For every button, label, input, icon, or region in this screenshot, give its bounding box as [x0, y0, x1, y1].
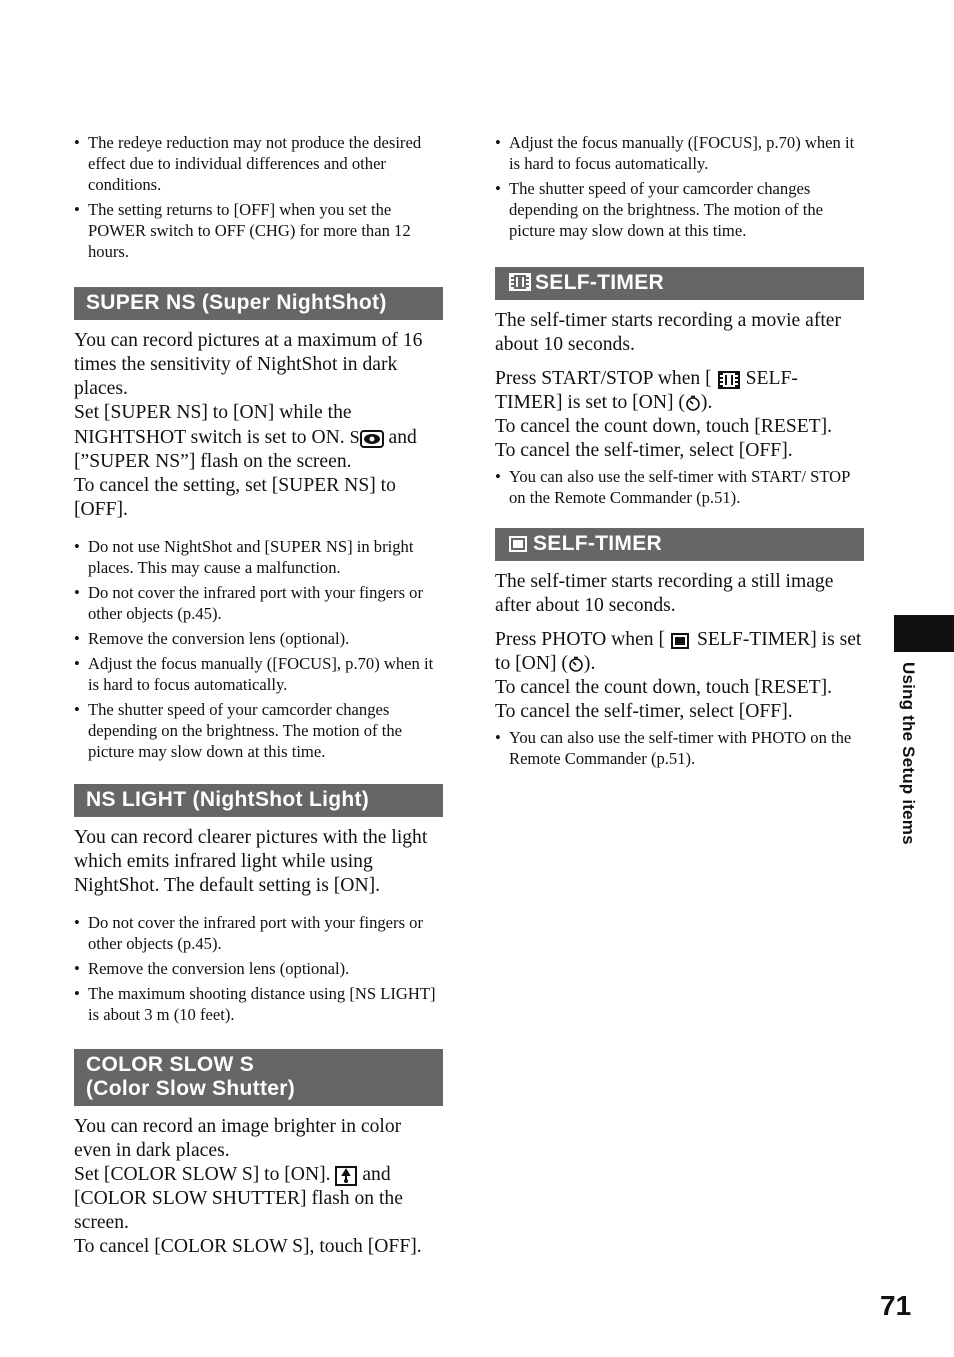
list-item: • You can also use the self-timer with PHOTO on the Remote Commander (p.51).: [495, 727, 864, 769]
paragraph: To cancel the count down, touch [RESET].: [495, 416, 833, 437]
movie-self-timer-heading: [495, 267, 864, 300]
color-slow-body: [74, 1115, 443, 1259]
super-ns-heading: [74, 287, 443, 320]
list-item: • Adjust the focus manually ([FOCUS], p.70) when it is hard to focus automatically.: [74, 653, 443, 695]
paragraph: To cancel the self-timer, select [OFF].: [495, 440, 793, 461]
heading-text: SELF-TIMER: [533, 532, 662, 555]
list-item: • Remove the conversion lens (optional).: [74, 628, 443, 649]
film-icon: [509, 273, 531, 291]
paragraph: You can record pictures at a maximum of 16 times the sensitivity of NightShot in dark places.: [74, 330, 423, 399]
heading-text: NS LIGHT (NightShot Light): [86, 788, 370, 811]
paragraph: You can record an image brighter in color even in dark places.: [74, 1116, 402, 1161]
paragraph: To cancel [COLOR SLOW S], touch [OFF].: [74, 1236, 422, 1257]
icon-letter: S: [349, 427, 360, 447]
paragraph: [495, 628, 864, 676]
heading-text: (Color Slow Shutter): [86, 1077, 295, 1100]
paragraph: [495, 367, 864, 415]
side-label: [898, 662, 922, 862]
ns-light-body: [74, 826, 443, 898]
list-item: • The shutter speed of your camcorder changes depending on the brightness. The motion of the picture may slow down at this time.: [74, 699, 443, 762]
movie-self-timer-bullets: [495, 466, 864, 508]
heading-text: COLOR SLOW S: [86, 1053, 255, 1076]
super-ns-body: [74, 329, 443, 522]
list-item: • Do not cover the infrared port with your fingers or other objects (p.45).: [74, 912, 443, 954]
text: Press PHOTO when [: [495, 629, 665, 650]
paragraph: You can record clearer pictures with the light which emits infrared light while using NightShot. The default setting is [ON].: [74, 827, 428, 896]
text: Press START/STOP when [: [495, 368, 712, 389]
intro-bullet-list: [74, 132, 443, 262]
list-item: • The setting returns to [OFF] when you set the POWER switch to OFF (CHG) for more than 12 hours.: [74, 199, 443, 262]
paragraph: To cancel the count down, touch [RESET].: [495, 677, 833, 698]
still-self-timer-bullets: [495, 727, 864, 769]
paragraph: [74, 1163, 443, 1235]
page-number: 71: [880, 1290, 912, 1321]
text: SELF-TIMER] is set to [ON] (: [495, 629, 862, 674]
still-self-timer-heading: [495, 528, 864, 561]
still-camera-icon: [509, 536, 527, 552]
text: and [”SUPER NS”] flash on the screen.: [74, 427, 417, 472]
text: SELF-TIMER] is set to [ON] (: [495, 368, 798, 413]
text: ).: [700, 392, 713, 413]
list-item: • Do not cover the infrared port with your fingers or other objects (p.45).: [74, 582, 443, 624]
list-item: • The maximum shooting distance using [NS LIGHT] is about 3 m (10 feet).: [74, 983, 443, 1025]
text: Set [COLOR SLOW S] to [ON].: [74, 1164, 331, 1185]
list-item: • The shutter speed of your camcorder changes depending on the brightness. The motion of the picture may slow down at this time.: [495, 178, 864, 241]
paragraph: The self-timer starts recording a movie after about 10 seconds.: [495, 310, 842, 355]
text: Set [SUPER NS] to [ON] while the NIGHTSHOT switch is set to ON.: [74, 402, 352, 448]
heading-text: SELF-TIMER: [535, 271, 664, 294]
ns-light-bullets: [74, 912, 443, 1025]
movie-self-timer-body: [495, 309, 864, 463]
self-timer-icon: [685, 395, 701, 411]
paragraph: [74, 401, 443, 474]
list-item: • Do not use NightShot and [SUPER NS] in bright places. This may cause a malfunction.: [74, 536, 443, 578]
heading-text: SUPER NS (Super NightShot): [86, 291, 387, 314]
left-column: [74, 132, 443, 1259]
still-camera-icon: [671, 633, 689, 649]
list-item: • Remove the conversion lens (optional).: [74, 958, 443, 979]
super-ns-bullets: [74, 536, 443, 762]
paragraph: To cancel the self-timer, select [OFF].: [495, 701, 793, 722]
film-icon: [718, 371, 740, 389]
list-item: • Adjust the focus manually ([FOCUS], p.70) when it is hard to focus automatically.: [495, 132, 864, 174]
chapter-tab: [894, 615, 954, 652]
text: and [COLOR SLOW SHUTTER] flash on the screen.: [74, 1164, 403, 1233]
text: ).: [583, 653, 596, 674]
side-label-text: Using the Setup items: [899, 662, 918, 845]
paragraph: To cancel the setting, set [SUPER NS] to [OFF].: [74, 475, 396, 520]
still-self-timer-body: [495, 570, 864, 724]
self-timer-icon: [568, 656, 584, 672]
list-item: • The redeye reduction may not produce the desired effect due to individual differences and other conditions.: [74, 132, 443, 195]
list-item: • You can also use the self-timer with START/ STOP on the Remote Commander (p.51).: [495, 466, 864, 508]
intro-bullet-list: [495, 132, 864, 241]
right-column: [495, 132, 864, 773]
nightshot-eye-icon: [350, 427, 384, 448]
ns-light-heading: [74, 784, 443, 817]
paragraph: The self-timer starts recording a still image after about 10 seconds.: [495, 571, 834, 616]
color-slow-shutter-icon: [335, 1166, 357, 1186]
color-slow-heading: [74, 1049, 443, 1106]
